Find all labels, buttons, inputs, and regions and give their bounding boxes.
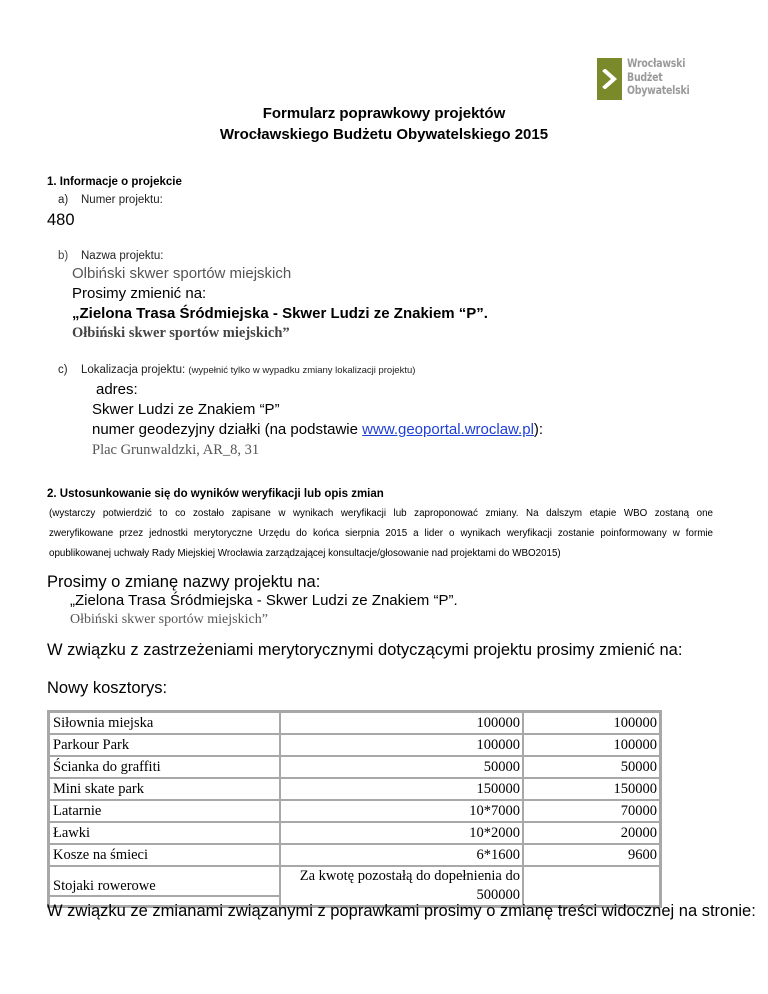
cell-total: 20000 [523,822,660,844]
rename-value-line-2: Ołbiński skwer sportów miejskich” [70,612,268,627]
table-row [49,756,660,778]
table-row [49,734,660,756]
cell-total [523,866,660,906]
wbo-logo [597,58,727,102]
rename-request-label: Prosimy o zmianę nazwy projektu na: [47,573,321,591]
parcel-number-value: Plac Grunwaldzki, AR_8, 31 [92,442,260,458]
new-project-name-line-1: „Zielona Trasa Śródmiejska - Skwer Ludzi ze Znakiem “P”. [72,305,488,322]
cell-calc: 150000 [280,778,523,800]
cell-total: 150000 [523,778,660,800]
item-b-marker: b) [58,250,69,262]
cell-total: 100000 [523,734,660,756]
logo-line-3: Obywatelski [627,83,690,97]
item-a-label: Numer projektu: [81,194,163,206]
table-row [49,844,660,866]
table-row [49,800,660,822]
logo-mark [597,58,622,100]
closing-text: W związku ze zmianami związanymi z poprawkami prosimy o zmianę treści widocznej na stronie: [47,902,756,920]
location-note: (wypełnić tylko w wypadku zmiany lokalizacji projektu) [188,365,416,376]
change-request-label: Prosimy zmienić na: [72,285,207,302]
cell-total: 100000 [523,712,660,734]
budget-table [47,710,662,908]
table-row [49,778,660,800]
table-row [49,822,660,844]
section-1-heading: 1. Informacje o projekcie [47,176,182,188]
cell-total: 9600 [523,844,660,866]
document-title-line-1: Formularz poprawkowy projektów [262,105,506,122]
logo-wordmark [627,57,690,98]
cell-item: Parkour Park [49,734,280,756]
item-c-label [81,364,415,376]
cell-calc-line-2: 500000 [476,887,520,903]
cell-calc: 6*1600 [280,844,523,866]
address-value: Skwer Ludzi ze Znakiem “P” [92,401,280,418]
chevron-right-icon [601,69,618,89]
cell-item: Stojaki rowerowe [49,866,280,896]
cell-item: Latarnie [49,800,280,822]
geoportal-link[interactable]: www.geoportal.wroclaw.pl [362,421,534,438]
address-label: adres: [96,381,138,398]
cell-calc: 50000 [280,756,523,778]
section-2-note-line-2: zweryfikowane przez jednostki merytoryczne Urzędu do końca sierpnia 2015 a lider o wynikach weryfikacji zostanie poinformowany w formie [49,528,713,539]
project-number: 480 [47,211,75,229]
cell-calc: 10*2000 [280,822,523,844]
item-b-label: Nazwa projektu: [81,250,164,262]
parcel-label-suffix: ): [533,421,544,438]
location-label: Lokalizacja projektu: [81,364,186,376]
parcel-number-label [92,421,543,438]
cell-calc: 100000 [280,734,523,756]
table-row [49,866,660,896]
item-a-marker: a) [58,194,69,206]
logo-line-2: Budżet [627,69,663,84]
old-project-name: Olbiński skwer sportów miejskich [72,265,292,282]
document-title-line-2: Wrocławskiego Budżetu Obywatelskiego 2015 [219,126,549,143]
rename-value-line-1: „Zielona Trasa Śródmiejska - Skwer Ludzi ze Znakiem “P”. [70,592,458,609]
cell-item: Siłownia miejska [49,712,280,734]
cell-calc-line-1: Za kwotę pozostałą do dopełnienia do [299,868,520,884]
section-2-heading: 2. Ustosunkowanie się do wyników weryfikacji lub opis zmian [47,488,384,500]
cell-item: Mini skate park [49,778,280,800]
logo-line-1: Wrocławski [627,56,686,70]
cell-item: Kosze na śmieci [49,844,280,866]
reservations-text: W związku z zastrzeżeniami merytorycznymi dotyczącymi projektu prosimy zmienić na: [47,641,683,659]
table-row [49,712,660,734]
cell-item: Ławki [49,822,280,844]
new-project-name-line-2: Ołbiński skwer sportów miejskich” [72,325,290,341]
cell-total: 70000 [523,800,660,822]
cell-item: Ścianka do graffiti [49,756,280,778]
cell-total: 50000 [523,756,660,778]
section-2-note-line-1: (wystarczy potwierdzić to co zostało zapisane w wynikach weryfikacji lub zaproponować zmiany. Na dalszym etapie WBO zostaną one [49,508,713,519]
parcel-label-text: numer geodezyjny działki (na podstawie [92,421,363,438]
section-2-note-line-3: opublikowanej uchwały Rady Miejskiej Wrocławia zarządzającej konsultacje/głosowanie nad projektami do WBO2015) [49,548,561,559]
cell-calc: 10*7000 [280,800,523,822]
item-c-marker: c) [58,364,68,376]
cell-calc: 100000 [280,712,523,734]
cell-calc [280,866,523,906]
budget-heading: Nowy kosztorys: [47,679,168,697]
